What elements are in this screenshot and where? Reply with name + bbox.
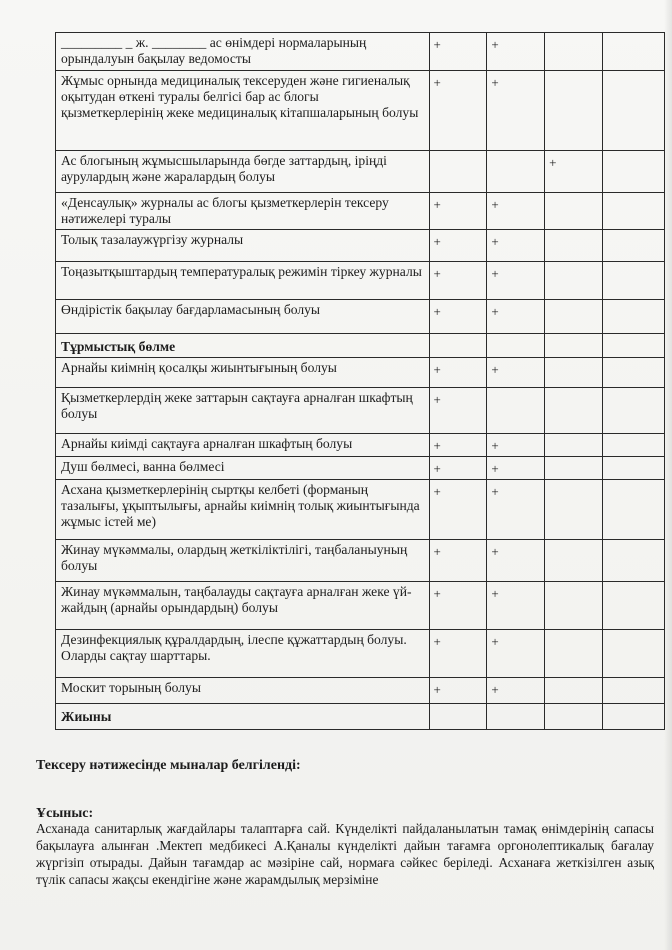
row-mark-col-3 [545,582,603,630]
row-mark-col-1: + [429,457,487,480]
row-criterion-text: Өндірістік бақылау бағдарламасының болуы [56,300,430,334]
inspection-table [55,32,665,730]
row-mark-col-1: + [429,480,487,540]
row-mark-col-4 [602,33,664,71]
row-mark-col-1 [429,704,487,730]
row-criterion-text: Москит торының болуы [56,678,430,704]
table-row [56,388,665,434]
row-criterion-text: Жұмыс орнында медициналық тексеруден және гигиеналық оқытудан өткені туралы белгісі бар ас блогы қызметкерлерінің жеке медициналық кітапшаларының болуы [56,71,430,151]
row-mark-col-1: + [429,630,487,678]
row-mark-col-2: + [487,678,545,704]
row-mark-col-4 [602,193,664,230]
row-mark-col-1: + [429,262,487,300]
row-mark-col-1: + [429,388,487,434]
row-mark-col-2: + [487,262,545,300]
table-section-row [56,704,665,730]
row-mark-col-4 [602,71,664,151]
row-mark-col-3 [545,678,603,704]
row-mark-col-2: + [487,630,545,678]
row-criterion-text: Ас блогының жұмысшыларында бөгде заттардың, іріңді аурулардың және жаралардың болуы [56,151,430,193]
row-mark-col-4 [602,434,664,457]
table-row [56,434,665,457]
row-mark-col-1: + [429,678,487,704]
row-mark-col-2: + [487,434,545,457]
row-mark-col-2: + [487,480,545,540]
table-row [56,300,665,334]
row-criterion-text: Тұрмыстық бөлме [56,334,430,358]
row-criterion-text: Жинау мүкәммалы, олардың жеткіліктілігі, таңбаланыуның болуы [56,540,430,582]
row-mark-col-2 [487,388,545,434]
row-mark-col-4 [602,540,664,582]
scan-edge-shadow [664,0,672,950]
row-mark-col-2 [487,704,545,730]
row-mark-col-4 [602,457,664,480]
row-criterion-text: «Денсаулық» журналы ас блогы қызметкерлерін тексеру нәтижелері туралы [56,193,430,230]
row-criterion-text: Жиыны [56,704,430,730]
row-criterion-text: _________ _ ж. ________ ас өнімдері нормаларының орындалуын бақылау ведомосты [56,33,430,71]
table-row [56,457,665,480]
row-mark-col-1: + [429,300,487,334]
row-mark-col-3 [545,193,603,230]
row-mark-col-2: + [487,71,545,151]
row-mark-col-1: + [429,582,487,630]
row-mark-col-3 [545,230,603,262]
row-mark-col-3 [545,704,603,730]
row-mark-col-4 [602,582,664,630]
row-mark-col-1: + [429,540,487,582]
inspection-table-wrapper [55,32,665,730]
row-mark-col-3 [545,434,603,457]
row-mark-col-3 [545,334,603,358]
table-row [56,151,665,193]
row-mark-col-4 [602,678,664,704]
table-row [56,480,665,540]
row-mark-col-3 [545,300,603,334]
inspection-table-body [56,33,665,730]
row-mark-col-2 [487,334,545,358]
row-criterion-text: Қызметкерлердің жеке заттарын сақтауға арналған шкафтың болуы [56,388,430,434]
row-mark-col-2: + [487,540,545,582]
table-row [56,33,665,71]
row-criterion-text: Толық тазалаужүргізу журналы [56,230,430,262]
table-row [56,262,665,300]
row-criterion-text: Асхана қызметкерлерінің сыртқы келбеті (форманың тазалығы, ұқыптылығы, арнайы киімнің толық жиынтығында жұмыс істей ме) [56,480,430,540]
table-row [56,582,665,630]
row-mark-col-3: + [545,151,603,193]
table-row [56,678,665,704]
table-row [56,630,665,678]
row-mark-col-3 [545,457,603,480]
row-mark-col-4 [602,334,664,358]
row-mark-col-1: + [429,71,487,151]
row-criterion-text: Тоңазытқыштардың температуралық режимін тіркеу журналы [56,262,430,300]
row-mark-col-4 [602,230,664,262]
row-mark-col-2: + [487,300,545,334]
row-mark-col-1: + [429,358,487,388]
row-mark-col-4 [602,630,664,678]
row-mark-col-2: + [487,33,545,71]
row-mark-col-1: + [429,33,487,71]
recommendations-heading: Ұсыныс: [36,806,94,821]
row-criterion-text: Арнайы киімнің қосалқы жиынтығының болуы [56,358,430,388]
row-criterion-text: Арнайы киімді сақтауға арналған шкафтың болуы [56,434,430,457]
row-criterion-text: Дезинфекциялық құралдардың, ілеспе құжаттардың болуы. Оларды сақтау шарттары. [56,630,430,678]
row-mark-col-2: + [487,358,545,388]
table-row [56,193,665,230]
row-mark-col-1: + [429,230,487,262]
row-criterion-text: Жинау мүкәммалын, таңбалауды сақтауға арналған жеке үй-жайдың (арнайы орындардың) болуы [56,582,430,630]
row-mark-col-3 [545,388,603,434]
table-row [56,230,665,262]
table-row [56,540,665,582]
table-row [56,71,665,151]
row-mark-col-1: + [429,434,487,457]
row-mark-col-4 [602,300,664,334]
row-mark-col-3 [545,71,603,151]
row-mark-col-2: + [487,230,545,262]
row-mark-col-2: + [487,582,545,630]
row-mark-col-1: + [429,193,487,230]
row-mark-col-2: + [487,457,545,480]
row-mark-col-2 [487,151,545,193]
recommendations-body: Асханада санитарлық жағдайлары талаптарға сай. Күнделікті пайдаланылатын тамақ өнімдерінің сапасы бақылауға алынған .Мектеп медбикесі А.Қаналы күнделікті дайын тағамға оргонолептикалық бағалау жүргізіп отырады. Дайын тағамдар ас мәзіріне сай, нормаға сәйкес беріледі. Асханаға жеткізілген азық түлік сапасы жақсы екендігіне және жарамдылық мерзіміне [36,821,654,887]
row-mark-col-4 [602,151,664,193]
row-mark-col-3 [545,262,603,300]
row-mark-col-3 [545,630,603,678]
table-row [56,358,665,388]
row-mark-col-3 [545,358,603,388]
row-mark-col-3 [545,480,603,540]
row-mark-col-4 [602,480,664,540]
table-section-row [56,334,665,358]
row-mark-col-2: + [487,193,545,230]
row-mark-col-3 [545,33,603,71]
findings-heading: Тексеру нәтижесінде мыналар белгіленді: [36,758,301,773]
row-mark-col-4 [602,358,664,388]
row-mark-col-4 [602,262,664,300]
row-mark-col-1 [429,151,487,193]
row-mark-col-3 [545,540,603,582]
row-mark-col-4 [602,388,664,434]
row-mark-col-4 [602,704,664,730]
row-criterion-text: Душ бөлмесі, ванна бөлмесі [56,457,430,480]
row-mark-col-1 [429,334,487,358]
